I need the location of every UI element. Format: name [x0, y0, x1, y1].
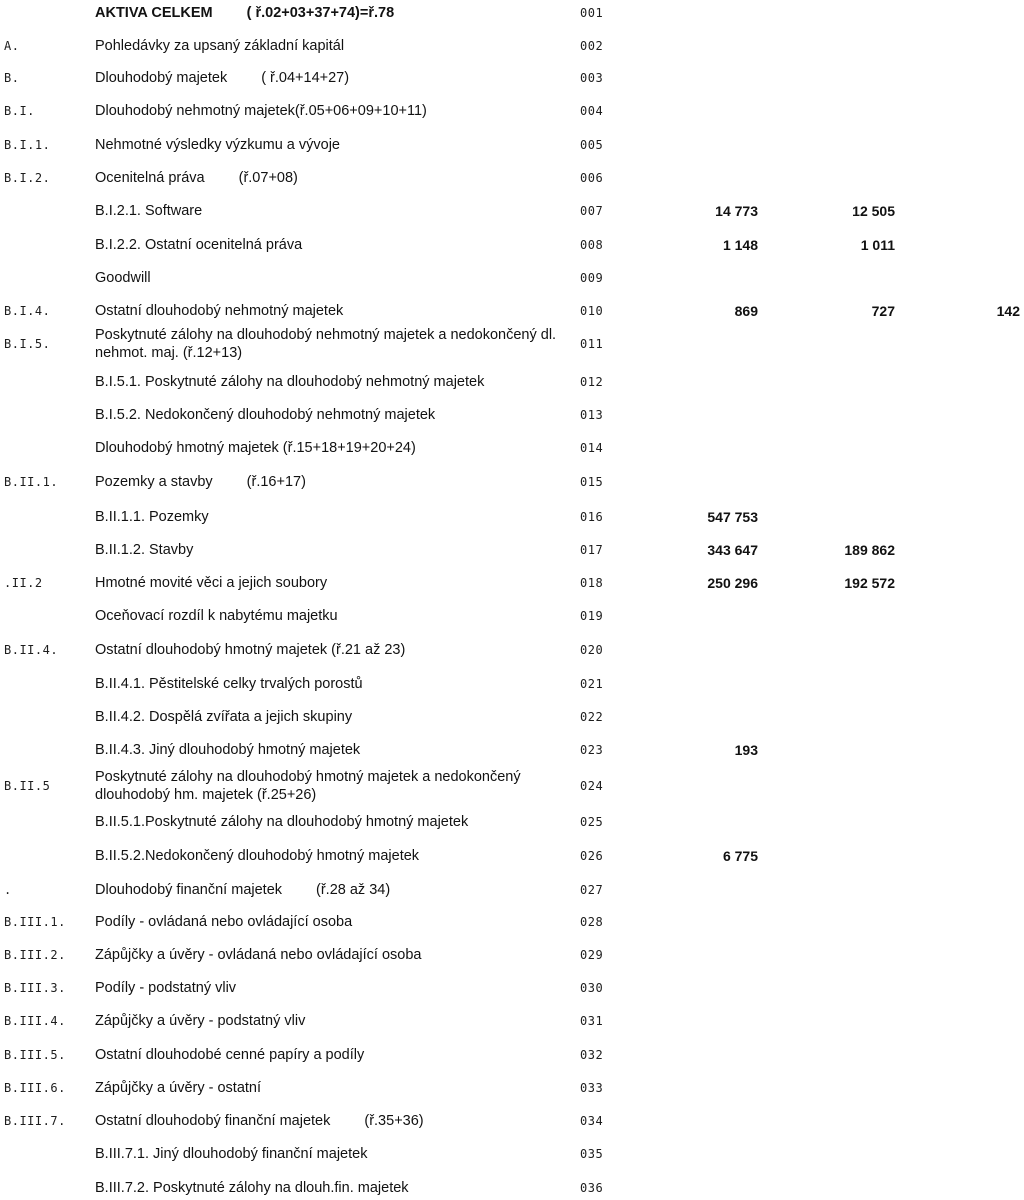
row-code: B.III.7. [4, 1114, 66, 1128]
row-code: B. [4, 71, 20, 85]
row-value-v2: 727 [871, 303, 895, 319]
row-label [95, 508, 209, 526]
table-row [0, 633, 1024, 667]
row-label-text: Poskytnuté zálohy na dlouhodobý hmotný majetek a nedokončený dlouhodobý hm. majetek (ř.25+26) [95, 769, 521, 803]
row-label-text: B.I.2.2. Ostatní ocenitelná práva [95, 237, 303, 253]
row-label [95, 37, 344, 55]
row-code: B.I.1. [4, 138, 51, 152]
row-label [95, 202, 202, 220]
row-label-text: B.II.1.1. Pozemky [95, 509, 209, 525]
row-label [95, 1179, 409, 1197]
row-label [95, 768, 565, 804]
row-label [95, 741, 360, 759]
table-row [0, 1137, 1024, 1171]
row-code: A. [4, 39, 20, 53]
row-value-v1: 14 773 [715, 203, 758, 219]
row-value-v2: 1 011 [860, 237, 895, 253]
row-line-number: 016 [580, 510, 604, 524]
row-value-v1: 547 753 [707, 509, 758, 525]
row-label [95, 169, 298, 187]
row-line-number: 005 [580, 138, 604, 152]
table-row [0, 733, 1024, 767]
row-label [95, 607, 338, 625]
row-code: B.II.4. [4, 643, 59, 657]
row-label [95, 574, 327, 592]
row-line-number: 014 [580, 441, 604, 455]
row-formula: (ř.35+36) [364, 1113, 424, 1129]
table-row [0, 873, 1024, 907]
row-line-number: 032 [580, 1048, 604, 1062]
row-label [95, 881, 390, 899]
table-row [0, 194, 1024, 228]
table-row [0, 0, 1024, 30]
row-line-number: 036 [580, 1181, 604, 1195]
row-label-text: Zápůjčky a úvěry - ostatní [95, 1080, 262, 1096]
table-row [0, 1004, 1024, 1038]
row-value-v1: 343 647 [707, 542, 758, 558]
table-row [0, 161, 1024, 195]
row-code: B.III.6. [4, 1081, 66, 1095]
row-label [95, 473, 306, 491]
table-row [0, 533, 1024, 567]
row-line-number: 009 [580, 271, 604, 285]
row-label-text: Ostatní dlouhodobý hmotný majetek (ř.21 až 23) [95, 642, 406, 658]
row-value-v1: 1 148 [722, 237, 758, 253]
row-code: B.I.2. [4, 171, 51, 185]
row-label-text: Ostatní dlouhodobý nehmotný majetek [95, 303, 344, 319]
table-row [0, 465, 1024, 499]
row-code: B.III.2. [4, 948, 66, 962]
row-label [95, 326, 565, 362]
row-label [95, 373, 484, 391]
row-line-number: 015 [580, 475, 604, 489]
row-label-text: B.III.7.2. Poskytnuté zálohy na dlouh.fin. majetek [95, 1180, 409, 1196]
row-label-text: B.II.4.3. Jiný dlouhodobý hmotný majetek [95, 742, 361, 758]
table-row [0, 398, 1024, 432]
row-label [95, 302, 343, 320]
row-line-number: 003 [580, 71, 604, 85]
row-code: B.III.3. [4, 981, 66, 995]
table-row [0, 94, 1024, 128]
row-value-v2: 189 862 [844, 542, 895, 558]
row-line-number: 034 [580, 1114, 604, 1128]
row-formula: (ř.16+17) [246, 474, 306, 490]
row-label [95, 979, 236, 997]
row-label-text: Hmotné movité věci a jejich soubory [95, 575, 328, 591]
row-value-v2: 192 572 [844, 575, 895, 591]
table-row [0, 29, 1024, 63]
row-line-number: 028 [580, 915, 604, 929]
table-row [0, 1104, 1024, 1138]
row-code: B.I.4. [4, 304, 51, 318]
row-line-number: 013 [580, 408, 604, 422]
row-value-v2: 12 505 [852, 203, 895, 219]
row-label-text: B.II.1.2. Stavby [95, 542, 194, 558]
row-label-text: Poskytnuté zálohy na dlouhodobý nehmotný majetek a nedokončený dl. nehmot. maj. (ř.12+13) [95, 327, 557, 361]
row-label [95, 1046, 364, 1064]
row-line-number: 008 [580, 238, 604, 252]
table-row [0, 905, 1024, 939]
row-label-text: B.II.4.1. Pěstitelské celky trvalých porostů [95, 676, 363, 692]
row-label [95, 541, 193, 559]
row-label-text: Ocenitelná práva [95, 170, 205, 186]
row-line-number: 030 [580, 981, 604, 995]
row-label-text: AKTIVA CELKEM [95, 5, 213, 21]
row-label [95, 813, 468, 831]
table-row [0, 365, 1024, 399]
row-line-number: 018 [580, 576, 604, 590]
row-label-text: Zápůjčky a úvěry - ovládaná nebo ovládající osoba [95, 947, 422, 963]
row-label [95, 641, 405, 659]
row-label-text: Oceňovací rozdíl k nabytému majetku [95, 608, 338, 624]
row-label [95, 406, 435, 424]
row-label-text: Nehmotné výsledky výzkumu a vývoje [95, 137, 340, 153]
row-label-text: B.I.5.1. Poskytnuté zálohy na dlouhodobý nehmotný majetek [95, 374, 485, 390]
row-line-number: 024 [580, 779, 604, 793]
row-label [95, 1079, 261, 1097]
row-line-number: 011 [580, 337, 604, 351]
row-label-text: Podíly - podstatný vliv [95, 980, 237, 996]
table-row [0, 667, 1024, 701]
row-line-number: 022 [580, 710, 604, 724]
table-row [0, 128, 1024, 162]
row-line-number: 029 [580, 948, 604, 962]
row-code: B.III.5. [4, 1048, 66, 1062]
row-code: B.III.1. [4, 915, 66, 929]
row-label-text: Goodwill [95, 270, 151, 286]
row-label-text: B.I.5.2. Nedokončený dlouhodobý nehmotný majetek [95, 407, 436, 423]
row-label-text: Podíly - ovládaná nebo ovládající osoba [95, 914, 353, 930]
row-line-number: 017 [580, 543, 604, 557]
table-row [0, 324, 1024, 364]
row-value-v1: 193 [734, 742, 758, 758]
row-label [95, 4, 394, 22]
table-row [0, 61, 1024, 95]
table-row [0, 1171, 1024, 1200]
row-value-v3: 142 [996, 303, 1020, 319]
row-label-text: Dlouhodobý majetek [95, 70, 228, 86]
row-line-number: 027 [580, 883, 604, 897]
row-label-text: Zápůjčky a úvěry - podstatný vliv [95, 1013, 306, 1029]
row-label [95, 269, 151, 287]
row-line-number: 023 [580, 743, 604, 757]
row-label-text: B.II.5.2.Nedokončený dlouhodobý hmotný majetek [95, 848, 420, 864]
row-line-number: 006 [580, 171, 604, 185]
row-label-text: B.III.7.1. Jiný dlouhodobý finanční majetek [95, 1146, 368, 1162]
row-value-v1: 869 [734, 303, 758, 319]
row-code: B.II.5 [4, 779, 51, 793]
row-code: B.III.4. [4, 1014, 66, 1028]
row-label-text: Ostatní dlouhodobé cenné papíry a podíly [95, 1047, 365, 1063]
row-code: .II.2 [4, 576, 43, 590]
row-label-text: Pozemky a stavby [95, 474, 213, 490]
row-label [95, 913, 352, 931]
row-line-number: 002 [580, 39, 604, 53]
row-value-v1: 6 775 [722, 848, 758, 864]
table-row [0, 1038, 1024, 1072]
row-label [95, 1012, 305, 1030]
row-label-text: Dlouhodobý nehmotný majetek(ř.05+06+09+10+11) [95, 103, 427, 119]
table-row [0, 839, 1024, 873]
row-code: B.I. [4, 104, 35, 118]
row-label [95, 708, 352, 726]
table-row [0, 805, 1024, 839]
row-label [95, 675, 363, 693]
row-formula: (ř.28 až 34) [316, 882, 391, 898]
row-label-text: B.II.5.1.Poskytnuté zálohy na dlouhodobý hmotný majetek [95, 814, 469, 830]
row-line-number: 012 [580, 375, 604, 389]
row-formula: ( ř.04+14+27) [261, 70, 350, 86]
table-row [0, 500, 1024, 534]
row-line-number: 001 [580, 6, 604, 20]
row-label [95, 946, 421, 964]
row-line-number: 020 [580, 643, 604, 657]
table-row [0, 228, 1024, 262]
row-line-number: 019 [580, 609, 604, 623]
row-label [95, 439, 416, 457]
row-label [95, 102, 427, 120]
table-row [0, 938, 1024, 972]
table-row [0, 1071, 1024, 1105]
row-formula: ( ř.02+03+37+74)=ř.78 [246, 5, 395, 21]
table-row [0, 766, 1024, 806]
row-line-number: 035 [580, 1147, 604, 1161]
row-label-text: B.II.4.2. Dospělá zvířata a jejich skupiny [95, 709, 353, 725]
table-row [0, 431, 1024, 465]
row-line-number: 031 [580, 1014, 604, 1028]
row-label [95, 1112, 424, 1130]
table-row [0, 700, 1024, 734]
row-value-v1: 250 296 [707, 575, 758, 591]
row-label-text: B.I.2.1. Software [95, 203, 203, 219]
table-row [0, 294, 1024, 328]
table-row [0, 971, 1024, 1005]
table-row [0, 261, 1024, 295]
row-line-number: 010 [580, 304, 604, 318]
table-row [0, 566, 1024, 600]
row-label-text: Pohledávky za upsaný základní kapitál [95, 38, 345, 54]
row-label-text: Dlouhodobý finanční majetek [95, 882, 283, 898]
row-line-number: 025 [580, 815, 604, 829]
row-line-number: 007 [580, 204, 604, 218]
row-code: B.II.1. [4, 475, 59, 489]
row-formula: (ř.07+08) [238, 170, 298, 186]
table-row [0, 599, 1024, 633]
row-label [95, 136, 340, 154]
row-code: . [4, 883, 12, 897]
row-line-number: 033 [580, 1081, 604, 1095]
row-line-number: 026 [580, 849, 604, 863]
row-label [95, 847, 419, 865]
row-label-text: Ostatní dlouhodobý finanční majetek [95, 1113, 331, 1129]
row-label-text: Dlouhodobý hmotný majetek (ř.15+18+19+20+24) [95, 440, 416, 456]
row-label [95, 236, 302, 254]
row-line-number: 004 [580, 104, 604, 118]
row-code: B.I.5. [4, 337, 51, 351]
row-label [95, 1145, 367, 1163]
row-line-number: 021 [580, 677, 604, 691]
row-label [95, 69, 349, 87]
